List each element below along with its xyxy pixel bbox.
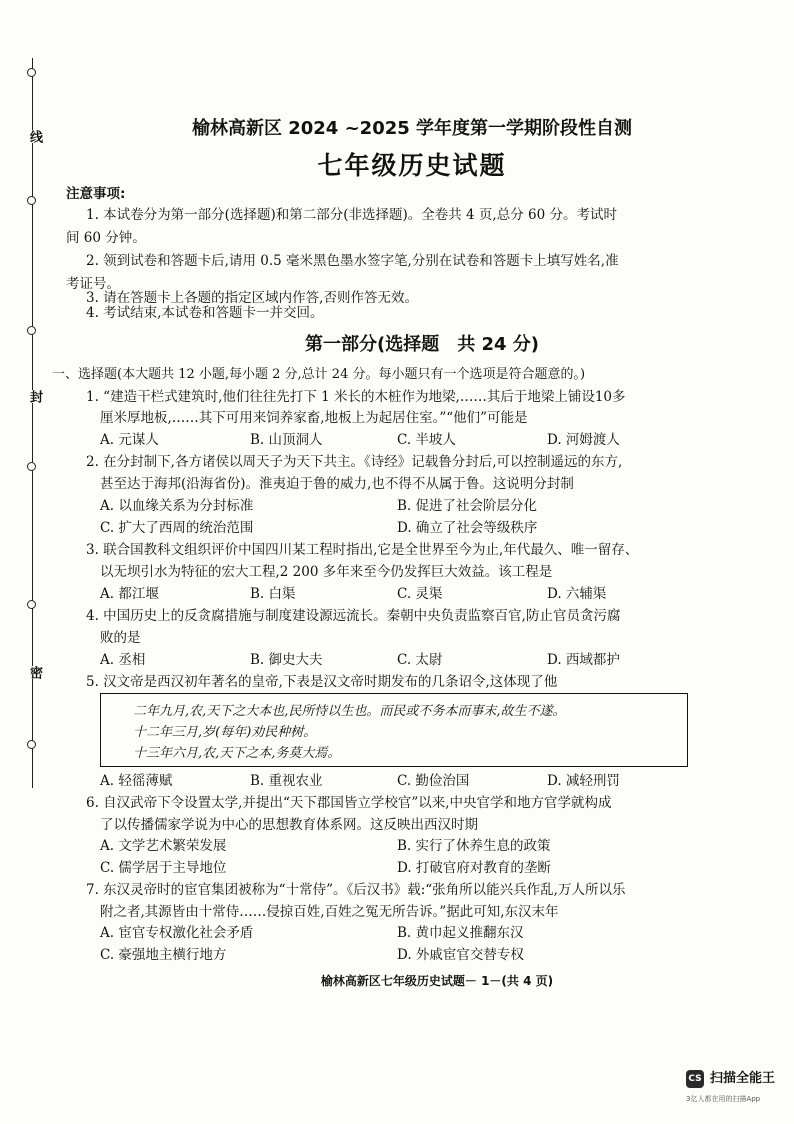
question-5-text: 5. 汉文帝是西汉初年著名的皇帝,下表是汉文帝时期发布的几条诏令,这体现了他	[86, 674, 558, 690]
option-b[interactable]: B. 白渠	[250, 586, 296, 602]
option-d[interactable]: D. 减轻刑罚	[547, 773, 620, 789]
option-c[interactable]: C. 灵渠	[397, 586, 443, 602]
exam-subject-title: 七年级历史试题	[317, 151, 507, 180]
option-c[interactable]: C. 扩大了西周的统治范围	[100, 520, 254, 536]
question-1-text: 1. “建造干栏式建筑时,他们往往先打下 1 米长的木桩作为地梁,……其后于地梁上铺设10多	[86, 389, 626, 405]
option-d[interactable]: D. 西域都护	[547, 652, 620, 668]
question-7-text: 附之者,其源皆由十常侍……侵掠百姓,百姓之冤无所告诉。”据此可知,东汉末年	[100, 904, 559, 920]
scanner-watermark	[686, 1070, 786, 1114]
binding-label-seal: 封	[22, 390, 44, 403]
notes-line: 3. 请在答题卡上各题的指定区域内作答,否则作答无效。	[86, 290, 418, 306]
notes-line: 4. 考试结束,本试卷和答题卡一并交回。	[86, 305, 324, 321]
scanner-brand-name: 扫描全能王	[710, 1071, 776, 1086]
option-d[interactable]: D. 六辅渠	[547, 586, 607, 602]
option-a[interactable]: A. 文学艺术繁荣发展	[100, 838, 227, 854]
question-1-options	[100, 429, 700, 452]
question-7-text: 7. 东汉灵帝时的宦官集团被称为“十常侍”。《后汉书》载:“张角所以能兴兵作乱,万人所以乐	[86, 882, 626, 898]
binding-circle	[27, 68, 36, 77]
notes-line: 1. 本试卷分为第一部分(选择题)和第二部分(非选择题)。全卷共 4 页,总分 60 分。考试时	[86, 207, 617, 223]
question-3-text: 以无坝引水为特征的宏大工程,2 200 多年来至今仍发挥巨大效益。该工程是	[100, 564, 553, 580]
question-1-text: 厘米厚地板,……其下可用来饲养家畜,地板上为起居住室。”“他们”可能是	[100, 410, 528, 426]
option-c[interactable]: C. 勤俭治国	[397, 773, 470, 789]
question-2-options	[100, 495, 700, 518]
binding-circle	[27, 462, 36, 471]
question-2-text: 甚至达于海邦(沿海省份)。淮夷迫于鲁的威力,也不得不从属于鲁。这说明分封制	[100, 476, 574, 492]
binding-label-secret: 密	[22, 666, 44, 679]
option-d[interactable]: D. 打破官府对教育的垄断	[397, 860, 551, 876]
option-b[interactable]: B. 御史大夫	[250, 652, 323, 668]
question-4-text: 败的是	[100, 630, 141, 646]
option-a[interactable]: A. 丞相	[100, 652, 146, 668]
option-b[interactable]: B. 山顶洞人	[250, 432, 323, 448]
notes-line: 考证号。	[66, 276, 120, 292]
notes-line: 2. 领到试卷和答题卡后,请用 0.5 毫米黑色墨水签字笔,分别在试卷和答题卡上填写姓名,准	[86, 253, 619, 269]
page-footer: 榆林高新区七年级历史试题－ 1－(共 4 页)	[320, 974, 554, 988]
question-7-options	[100, 922, 700, 945]
option-d[interactable]: D. 确立了社会等级秩序	[397, 520, 538, 536]
section-heading: 第一部分(选择题 共 24 分)	[304, 334, 540, 355]
edict-line: 十三年六月,农,天下之本,务莫大焉。	[133, 746, 341, 761]
notes-heading: 注意事项:	[66, 186, 126, 202]
scanner-tagline: 3亿人都在用的扫描App	[686, 1095, 761, 1103]
edict-line: 二年九月,农,天下之大本也,民所恃以生也。而民或不务本而事末,故生不遂。	[133, 704, 566, 719]
question-6-text: 了以传播儒家学说为中心的思想教育体系网。这反映出西汉时期	[100, 817, 478, 833]
edict-quote-box	[100, 693, 688, 767]
option-c[interactable]: C. 豪强地主横行地方	[100, 947, 227, 963]
edict-line: 十二年三月,岁(每年)劝民种树。	[133, 725, 317, 740]
option-c[interactable]: C. 太尉	[397, 652, 443, 668]
section-instruction: 一、选择题(本大题共 12 小题,每小题 2 分,总计 24 分。每小题只有一个选项是符合题意的。)	[52, 367, 586, 382]
question-6-options	[100, 835, 700, 858]
binding-circle	[27, 740, 36, 749]
question-4-text: 4. 中国历史上的反贪腐措施与制度建设源远流长。秦朝中央负责监察百官,防止官员贪污腐	[86, 608, 621, 624]
option-b[interactable]: B. 促进了社会阶层分化	[397, 498, 538, 514]
option-c[interactable]: C. 半坡人	[397, 432, 456, 448]
option-a[interactable]: A. 轻徭薄赋	[100, 773, 173, 789]
option-d[interactable]: D. 外戚宦官交替专权	[397, 947, 524, 963]
binding-label-line: 线	[22, 130, 44, 143]
binding-circle	[27, 600, 36, 609]
camscanner-logo-icon: CS	[686, 1070, 704, 1088]
option-b[interactable]: B. 黄巾起义推翻东汉	[397, 925, 524, 941]
option-a[interactable]: A. 以血缘关系为分封标准	[100, 498, 254, 514]
question-5-options	[100, 770, 700, 793]
question-7-options	[100, 944, 700, 967]
question-2-text: 2. 在分封制下,各方诸侯以周天子为天下共主。《诗经》记载鲁分封后,可以控制遥远的东方,	[86, 454, 623, 470]
option-a[interactable]: A. 宦官专权激化社会矛盾	[100, 925, 254, 941]
question-4-options	[100, 649, 700, 672]
notes-line: 间 60 分钟。	[66, 230, 146, 246]
option-d[interactable]: D. 河姆渡人	[547, 432, 620, 448]
question-3-text: 3. 联合国教科文组织评价中国四川某工程时指出,它是全世界至今为止,年代最久、唯一留存、	[86, 542, 639, 558]
option-b[interactable]: B. 实行了休养生息的政策	[397, 838, 551, 854]
question-6-text: 6. 自汉武帝下令设置太学,并提出“天下郡国皆立学校官”以来,中央官学和地方官学就构成	[86, 795, 612, 811]
question-2-options	[100, 517, 700, 540]
option-a[interactable]: A. 元谋人	[100, 432, 159, 448]
option-a[interactable]: A. 都江堰	[100, 586, 159, 602]
option-b[interactable]: B. 重视农业	[250, 773, 323, 789]
exam-header-title: 榆林高新区 2024 ~2025 学年度第一学期阶段性自测	[191, 118, 633, 139]
question-6-options	[100, 857, 700, 880]
binding-circle	[27, 196, 36, 205]
option-c[interactable]: C. 儒学居于主导地位	[100, 860, 227, 876]
question-3-options	[100, 583, 700, 606]
